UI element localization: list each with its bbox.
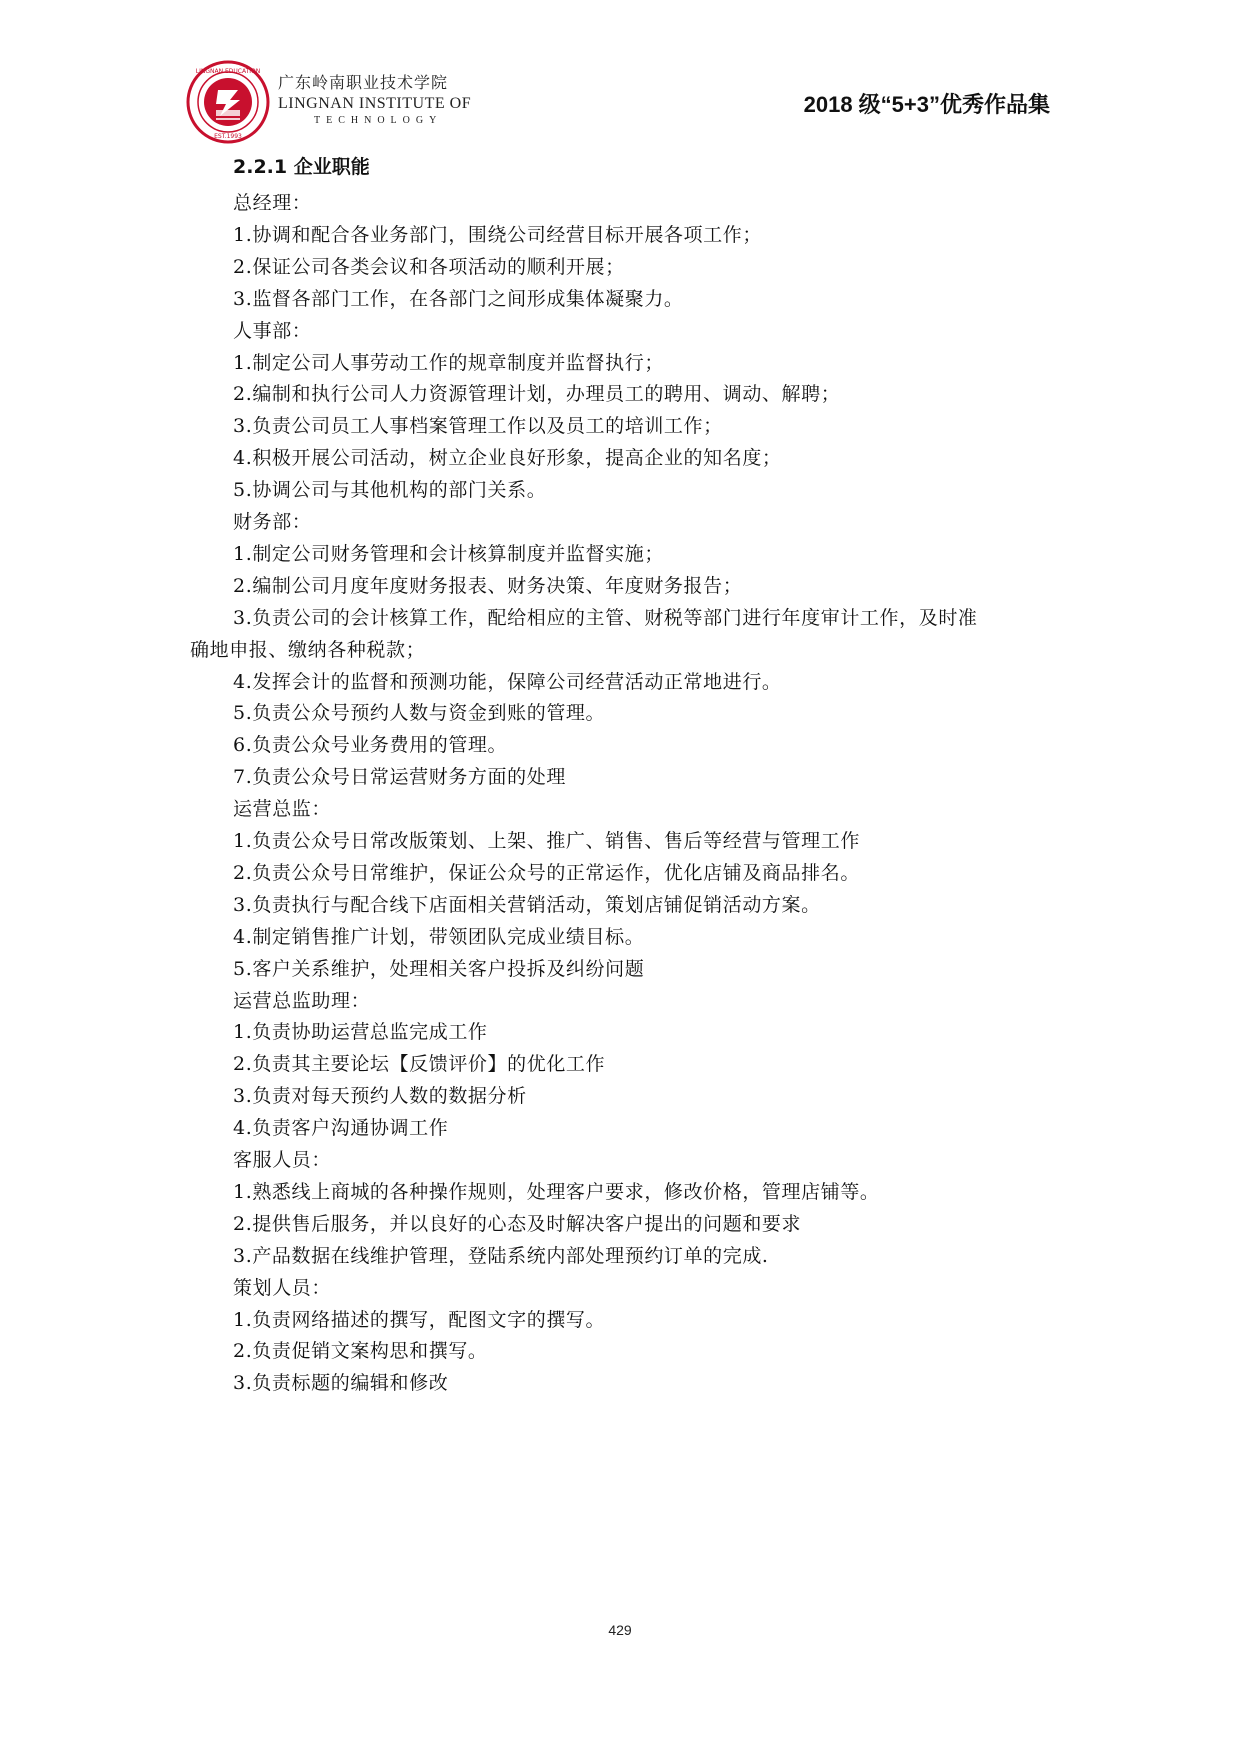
body-line: 4.发挥会计的监督和预测功能，保障公司经营活动正常地进行。 <box>233 670 782 693</box>
body-line: 运营总监： <box>233 798 332 821</box>
body-line: 4.制定销售推广计划，带领团队完成业绩目标。 <box>233 925 645 948</box>
logo-text-top: LINGNAN EDUCATION <box>195 68 261 75</box>
body-line: 3.负责对每天预约人数的数据分析 <box>233 1085 527 1108</box>
institute-logo <box>186 60 270 144</box>
body-line: 2.负责促销文案构思和撰写。 <box>233 1340 488 1363</box>
body-line: 2.编制和执行公司人力资源管理计划，办理员工的聘用、调动、解聘； <box>233 383 841 406</box>
body-line: 客服人员： <box>233 1149 332 1171</box>
body-line: 总经理： <box>233 192 312 214</box>
logo-text-bottom: EST.1993 <box>214 133 242 140</box>
institute-name <box>278 70 471 126</box>
body-line: 4.积极开展公司活动，树立企业良好形象，提高企业的知名度； <box>233 447 782 470</box>
body-line: 7.负责公众号日常运营财务方面的处理 <box>233 766 566 789</box>
section-title: 2.2.1 企业职能 <box>233 156 370 178</box>
body-line: 2.编制公司月度年度财务报表、财务决策、年度财务报告； <box>233 574 743 597</box>
body-line: 确地申报、缴纳各种税款； <box>190 638 426 661</box>
body-line: 策划人员： <box>233 1276 332 1299</box>
body-line: 2.负责其主要论坛【反馈评价】的优化工作 <box>233 1053 606 1076</box>
body-line: 3.负责执行与配合线下店面相关营销活动，策划店铺促销活动方案。 <box>233 893 821 916</box>
body-line: 4.负责客户沟通协调工作 <box>233 1117 449 1140</box>
body-line: 人事部： <box>233 319 312 342</box>
body-line: 5.负责公众号预约人数与资金到账的管理。 <box>233 702 606 725</box>
collection-title: 2018 级“5+3”优秀作品集 <box>803 92 1050 117</box>
page-number: 429 <box>608 1622 632 1638</box>
page-header <box>0 0 1240 150</box>
institute-name-en-sub: TECHNOLOGY <box>314 115 443 126</box>
body-line: 1.制定公司财务管理和会计核算制度并监督实施； <box>233 542 664 565</box>
body-line: 1.负责网络描述的撰写，配图文字的撰写。 <box>233 1308 606 1331</box>
body-line: 1.熟悉线上商城的各种操作规则，处理客户要求，修改价格，管理店铺等。 <box>233 1180 880 1203</box>
body-line: 运营总监助理： <box>233 989 371 1012</box>
body-line: 2.负责公众号日常维护，保证公众号的正常运作，优化店铺及商品排名。 <box>233 861 860 884</box>
body-line: 3.负责公司的会计核算工作，配给相应的主管、财税等部门进行年度审计工作，及时准 <box>233 606 978 629</box>
body-line: 5.客户关系维护，处理相关客户投拆及纠纷问题 <box>233 957 645 980</box>
body-line: 1.负责协助运营总监完成工作 <box>233 1021 488 1044</box>
institute-name-cn: 广东岭南职业技术学院 <box>278 73 449 92</box>
body-line: 6.负责公众号业务费用的管理。 <box>233 734 508 757</box>
body-line: 2.保证公司各类会议和各项活动的顺利开展； <box>233 255 625 278</box>
body-line: 3.负责标题的编辑和修改 <box>233 1372 449 1395</box>
body-line: 1.协调和配合各业务部门，围绕公司经营目标开展各项工作； <box>233 223 762 246</box>
body-line: 财务部： <box>233 511 312 533</box>
body-line: 1.制定公司人事劳动工作的规章制度并监督执行； <box>233 351 664 374</box>
body-line: 3.产品数据在线维护管理，登陆系统内部处理预约订单的完成. <box>233 1244 769 1267</box>
body-line: 5.协调公司与其他机构的部门关系。 <box>233 479 547 502</box>
body-line: 1.负责公众号日常改版策划、上架、推广、销售、售后等经营与管理工作 <box>233 830 860 852</box>
institute-name-en: LINGNAN INSTITUTE OF <box>278 95 472 112</box>
body-line: 3.监督各部门工作，在各部门之间形成集体凝聚力。 <box>233 287 684 310</box>
body-line: 2.提供售后服务，并以良好的心态及时解决客户提出的问题和要求 <box>233 1212 802 1235</box>
body-line: 3.负责公司员工人事档案管理工作以及员工的培训工作； <box>233 415 723 438</box>
